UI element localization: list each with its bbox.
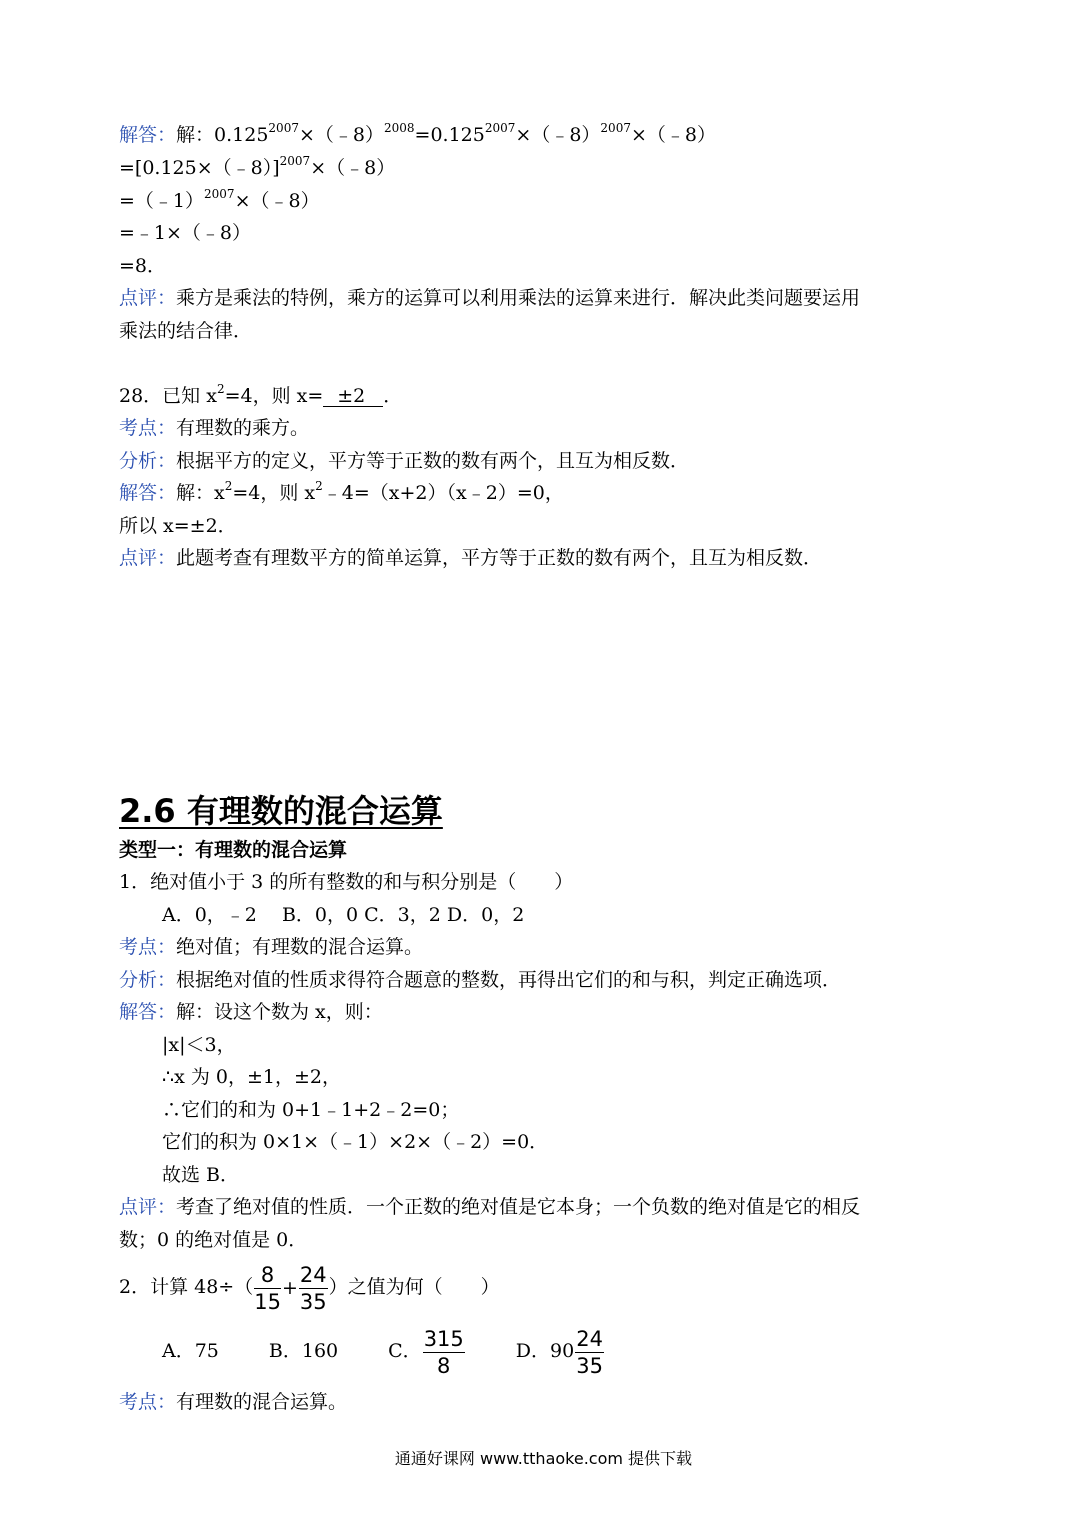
q1-comment-1: 点评：考查了绝对值的性质．一个正数的绝对值是它本身；一个负数的绝对值是它的相反 (119, 1196, 861, 1218)
page-footer: 通通好课网 www.tthaoke.com 提供下载 (394, 1449, 693, 1468)
q1-comment-2: 数；0 的绝对值是 0． (119, 1229, 308, 1251)
analysis-label: 分析： (119, 969, 177, 991)
q1-answer-4: ∴它们的和为 0+1﹣1+2﹣2=0； (162, 1099, 460, 1121)
q1-answer-5: 它们的积为 0×1×（﹣1）×2×（﹣2）=0． (162, 1131, 549, 1153)
answer-label: 解答： (119, 124, 177, 146)
section-title: 2.6 有理数的混合运算 (119, 792, 443, 830)
fraction-24-35-d: $\frac{24}{35}$ (576, 1326, 603, 1378)
question-2: 2．计算 48÷（ $\frac{8}{15}$ + $\frac{24}{35}$ ）之值为何（ ） (119, 1262, 500, 1314)
q1-analysis: 分析：根据绝对值的性质求得符合题意的整数，再得出它们的和与积，判定正确选项． (119, 969, 842, 991)
q1-point: 考点：绝对值；有理数的混合运算。 (119, 936, 424, 958)
fraction-315-8: $\frac{315}{8}$ (423, 1326, 464, 1378)
q1-answer-3: ∴x 为 0，±1，±2， (162, 1066, 341, 1088)
q28-analysis: 分析：根据平方的定义，平方等于正数的数有两个，且互为相反数． (119, 450, 690, 472)
analysis-label: 分析： (119, 450, 177, 472)
q1-answer-6: 故选 B． (162, 1164, 240, 1186)
answer-line-2: =[0.125×（﹣8）]$^{2007}$×（﹣8） (119, 154, 396, 179)
comment-line-1: 点评：乘方是乘法的特例，乘方的运算可以利用乘法的运算来进行．解决此类问题要运用 (119, 287, 861, 309)
answer-line-5: =8． (119, 255, 167, 277)
answer-line-1: 解答：解：$0.125^{2007}\times(﹣8)^{2008}=0.125^{2007}\times(﹣8)^{2007}\times(﹣8)$ (119, 121, 716, 146)
question-1: 1．绝对值小于 3 的所有整数的和与积分别是（ ） (119, 871, 574, 893)
q1-answer-1: 解答：解：设这个数为 x，则： (119, 1001, 383, 1023)
comment-line-2: 乘法的结合律． (119, 320, 253, 342)
q2-point: 考点：有理数的混合运算。 (119, 1391, 348, 1413)
answer-label: 解答： (119, 1001, 177, 1023)
q28-point: 考点：有理数的乘方。 (119, 417, 310, 439)
option-c: C． (388, 1340, 422, 1362)
comment-label: 点评： (119, 1196, 177, 1218)
answer-label: 解答： (119, 482, 177, 504)
q1-options: A．0，﹣2 B．0，0 C．3，2 D．0，2 (162, 904, 525, 926)
point-label: 考点： (119, 936, 177, 958)
q28-comment: 点评：此题考查有理数平方的简单运算，平方等于正数的数有两个，且互为相反数． (119, 547, 823, 569)
q2-options (162, 1326, 605, 1376)
answer-line-4: =﹣1×（﹣8） (119, 222, 252, 244)
comment-label: 点评： (119, 547, 177, 569)
answer-line-3: =（﹣1）$^{2007}$×（﹣8） (119, 187, 320, 212)
type-heading: 类型一：有理数的混合运算 (119, 839, 348, 861)
answer-blank: ±2 (323, 386, 383, 407)
question-28: 28．已知 $x^2=4$，则 x= ±2 ． (119, 382, 403, 407)
comment-label: 点评： (119, 287, 177, 309)
fraction-8-15: $\frac{8}{15}$ (254, 1262, 281, 1314)
q28-answer-1: 解答：解：$x^2=4$，则 $x^2﹣4=(x+2)(x﹣2)=0$， (119, 479, 564, 504)
q28-answer-2: 所以 x=±2． (119, 515, 237, 537)
point-label: 考点： (119, 1391, 177, 1413)
option-d: D．90 (515, 1340, 575, 1362)
point-label: 考点： (119, 417, 177, 439)
q1-answer-2: |x|＜3， (162, 1034, 236, 1056)
option-a: A．75 (162, 1340, 219, 1362)
option-b: B．160 (268, 1340, 339, 1362)
fraction-24-35: $\frac{24}{35}$ (299, 1262, 327, 1314)
